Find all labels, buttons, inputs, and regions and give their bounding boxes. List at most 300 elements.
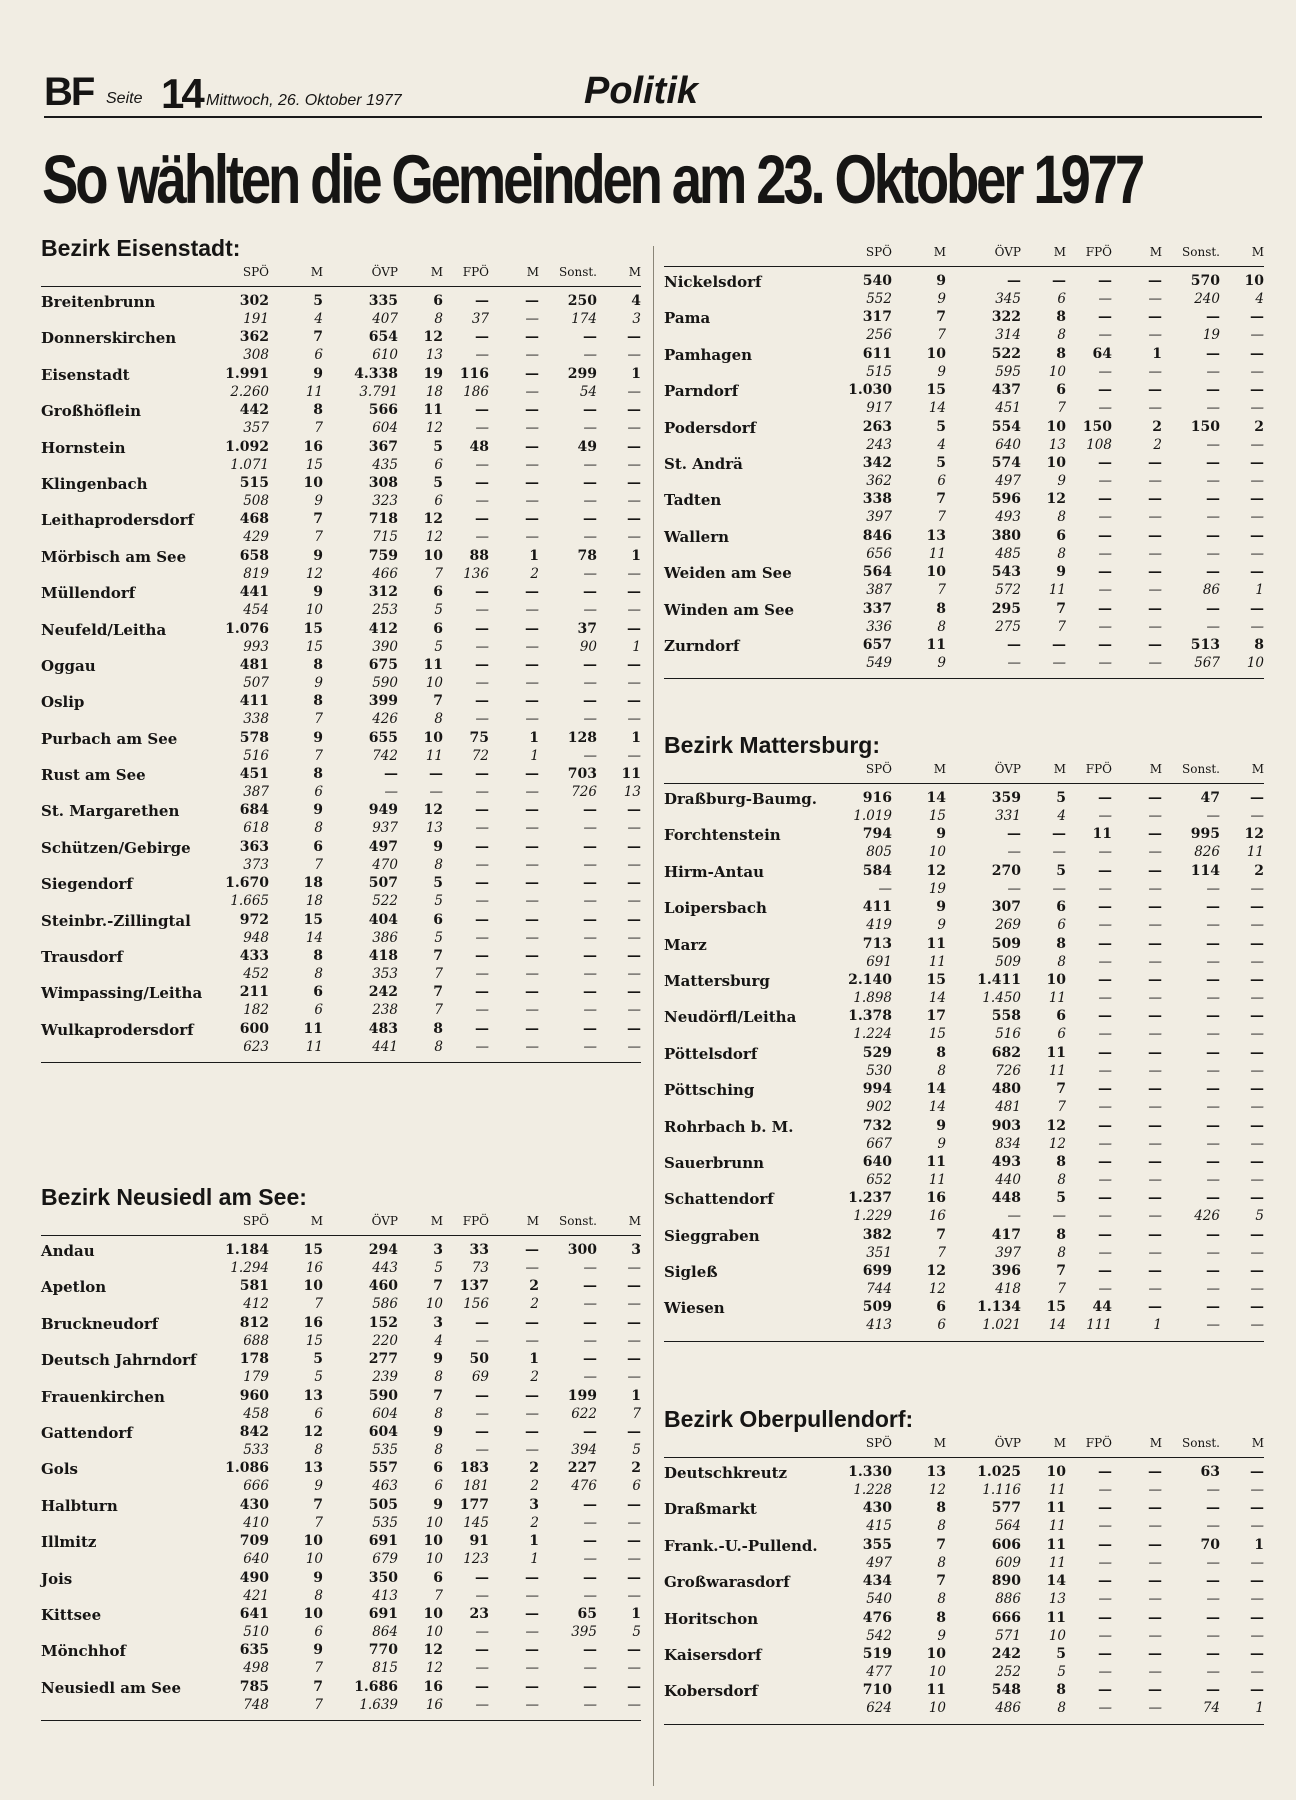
result-previous-spoe-votes: 415 [866, 1518, 892, 1535]
column-header-row [41, 1212, 641, 1236]
result-1977-oevp-seats: 6 [433, 620, 443, 637]
municipality-row [664, 1536, 1264, 1572]
result-1977-spoe-votes: 337 [862, 600, 892, 617]
municipality-row [41, 620, 641, 656]
result-1977-spoe-seats: 9 [936, 826, 946, 843]
result-previous-fpoe-votes: — [475, 1660, 489, 1677]
municipality-name: Schattendorf [664, 1190, 774, 1209]
result-previous-spoe-votes: 412 [243, 1296, 269, 1313]
result-1977-other-votes: 128 [567, 729, 597, 746]
col-mandate: M [310, 1214, 323, 1228]
result-previous-fpoe-seats: 2 [530, 565, 539, 582]
district-title: Bezirk Mattersburg: [664, 732, 880, 758]
result-previous-fpoe-seats: 2 [530, 1369, 539, 1386]
result-1977-other-votes: — [583, 656, 597, 673]
municipality-name: Pamhagen [664, 345, 753, 364]
result-previous-other-seats: — [627, 1696, 641, 1713]
result-1977-other-votes: 299 [567, 365, 597, 382]
result-previous-spoe-seats: 12 [305, 565, 323, 582]
result-1977-fpoe-votes: 11 [1092, 826, 1112, 843]
result-previous-oevp-seats: — [1052, 654, 1066, 671]
municipality-name: Gattendorf [41, 1423, 133, 1442]
result-previous-spoe-votes: 656 [866, 545, 892, 562]
result-1977-spoe-seats: 13 [303, 1460, 323, 1477]
municipality-row [41, 1641, 641, 1677]
col-mandate: M [310, 265, 323, 279]
result-previous-other-votes: — [583, 529, 597, 546]
result-previous-other-seats: 1 [1255, 1700, 1264, 1717]
result-previous-other-seats: — [1250, 1663, 1264, 1680]
result-1977-fpoe-seats: — [525, 438, 539, 455]
result-1977-fpoe-votes: — [1098, 1464, 1112, 1480]
result-1977-oevp-votes: 448 [991, 1190, 1021, 1207]
result-previous-other-seats: — [1250, 618, 1264, 635]
result-1977-fpoe-seats: — [525, 511, 539, 528]
result-previous-other-seats: — [627, 1660, 641, 1677]
municipality-name: Kaisersdorf [664, 1645, 762, 1664]
result-1977-fpoe-seats: 1 [529, 1533, 539, 1550]
result-previous-fpoe-votes: — [1098, 1700, 1112, 1717]
result-previous-oevp-votes: — [1007, 1208, 1021, 1225]
result-previous-oevp-votes: 572 [995, 582, 1021, 599]
result-1977-fpoe-seats: — [1148, 1682, 1162, 1699]
result-1977-oevp-votes: 1.025 [977, 1464, 1021, 1480]
municipality-row [664, 418, 1264, 454]
result-1977-oevp-seats: 7 [433, 693, 443, 710]
result-1977-other-seats: — [1250, 382, 1264, 399]
result-1977-oevp-seats: 12 [423, 329, 443, 346]
result-previous-spoe-seats: 16 [305, 1260, 323, 1276]
result-1977-spoe-votes: 529 [862, 1044, 892, 1061]
result-1977-fpoe-votes: — [475, 584, 489, 601]
municipality-name: Illmitz [41, 1533, 97, 1552]
result-previous-other-seats: — [1250, 472, 1264, 489]
result-previous-spoe-votes: 387 [866, 582, 892, 599]
result-previous-fpoe-seats: — [525, 1696, 539, 1713]
result-1977-other-seats: — [627, 875, 641, 892]
result-previous-spoe-votes: 338 [243, 711, 269, 728]
col-oevp: ÖVP [994, 762, 1021, 776]
result-previous-oevp-seats: 7 [434, 1587, 443, 1604]
result-1977-other-votes: — [1206, 309, 1220, 326]
result-previous-spoe-votes: 748 [243, 1696, 269, 1713]
result-1977-fpoe-votes: — [1098, 1645, 1112, 1662]
result-previous-oevp-seats: 8 [1057, 509, 1066, 526]
result-1977-spoe-votes: 442 [239, 402, 269, 419]
result-1977-oevp-seats: 7 [1056, 600, 1066, 617]
result-1977-oevp-seats: 8 [1056, 1226, 1066, 1243]
result-1977-other-votes: — [1206, 1117, 1220, 1134]
result-1977-fpoe-seats: — [525, 620, 539, 637]
result-1977-fpoe-seats: — [1148, 1081, 1162, 1098]
municipality-row [664, 1044, 1264, 1080]
result-previous-other-votes: — [583, 565, 597, 582]
result-previous-oevp-seats: 8 [1057, 953, 1066, 970]
result-1977-spoe-votes: 846 [862, 527, 892, 544]
result-previous-spoe-votes: 819 [243, 565, 269, 582]
result-1977-fpoe-votes: — [1098, 1117, 1112, 1134]
result-1977-other-seats: — [1250, 454, 1264, 471]
newspaper-logo: BF [44, 70, 94, 114]
result-1977-oevp-seats: 10 [1046, 454, 1066, 471]
result-previous-fpoe-votes: — [475, 347, 489, 364]
result-1977-fpoe-votes: — [475, 984, 489, 1001]
municipality-row [41, 656, 641, 692]
result-previous-other-seats: — [627, 383, 641, 400]
result-previous-other-seats: — [627, 1514, 641, 1531]
result-1977-fpoe-seats: 1 [1152, 345, 1162, 362]
result-previous-other-votes: — [1206, 472, 1220, 489]
municipality-name: Rohrbach b. M. [664, 1117, 794, 1136]
result-previous-fpoe-votes: — [1098, 363, 1112, 380]
result-previous-fpoe-seats: — [1148, 917, 1162, 934]
result-previous-other-votes: — [583, 1038, 597, 1055]
result-previous-spoe-votes: 624 [866, 1700, 892, 1717]
result-previous-spoe-seats: 14 [928, 989, 946, 1006]
result-1977-other-votes: 570 [1190, 273, 1220, 289]
result-previous-spoe-seats: 8 [937, 1554, 946, 1571]
column-header-row [664, 243, 1264, 267]
municipality-name: Pöttsching [664, 1081, 755, 1100]
result-previous-oevp-votes: 314 [995, 327, 1021, 344]
result-previous-spoe-votes: 652 [866, 1171, 892, 1188]
result-previous-oevp-seats: 8 [1057, 1700, 1066, 1717]
result-1977-fpoe-votes: — [475, 875, 489, 892]
result-1977-oevp-seats: 19 [423, 365, 443, 382]
result-previous-spoe-votes: 666 [243, 1478, 269, 1495]
result-previous-other-votes: — [1206, 1518, 1220, 1535]
municipality-row [664, 1681, 1264, 1717]
result-previous-oevp-votes: 815 [372, 1660, 398, 1677]
result-previous-oevp-seats: — [1052, 844, 1066, 861]
result-1977-other-seats: 3 [631, 1242, 641, 1258]
municipality-name: Donnerskirchen [41, 329, 177, 348]
result-previous-spoe-seats: 7 [314, 1296, 323, 1313]
result-1977-fpoe-seats: — [525, 984, 539, 1001]
result-previous-other-seats: 13 [623, 784, 641, 801]
result-previous-other-seats: — [1250, 509, 1264, 526]
result-previous-oevp-seats: 8 [1057, 1171, 1066, 1188]
result-1977-other-seats: — [1250, 527, 1264, 544]
result-1977-spoe-votes: 684 [239, 802, 269, 819]
result-previous-oevp-votes: 864 [372, 1623, 398, 1640]
district-title: Bezirk Oberpullendorf: [664, 1406, 914, 1432]
result-previous-fpoe-seats: — [1148, 472, 1162, 489]
result-1977-other-votes: — [1206, 454, 1220, 471]
result-1977-oevp-seats: 6 [433, 293, 443, 309]
municipality-row [664, 825, 1264, 861]
result-1977-fpoe-seats: — [1148, 636, 1162, 653]
result-previous-other-seats: — [1250, 327, 1264, 344]
result-previous-oevp-seats: 5 [434, 929, 443, 946]
result-previous-other-seats: — [1250, 1026, 1264, 1043]
municipality-row [41, 1314, 641, 1350]
result-1977-fpoe-seats: — [1148, 899, 1162, 916]
result-1977-other-votes: — [583, 1314, 597, 1331]
municipality-name: St. Andrä [664, 454, 743, 473]
result-1977-oevp-seats: 5 [433, 474, 443, 491]
result-previous-other-votes: — [583, 856, 597, 873]
result-previous-fpoe-seats: — [1148, 1135, 1162, 1152]
result-previous-fpoe-votes: — [1098, 1062, 1112, 1079]
result-previous-oevp-seats: 8 [434, 1441, 443, 1458]
column-header-row [41, 263, 641, 287]
result-1977-fpoe-votes: — [475, 511, 489, 528]
result-1977-other-seats: — [627, 1533, 641, 1550]
municipality-name: Zurndorf [664, 636, 740, 655]
municipality-name: Neudörfl/Leitha [664, 1008, 797, 1027]
result-previous-fpoe-votes: — [1098, 327, 1112, 344]
result-previous-spoe-seats: 7 [314, 420, 323, 437]
result-previous-oevp-seats: 7 [434, 966, 443, 983]
result-previous-fpoe-seats: — [525, 638, 539, 655]
result-1977-other-seats: 1 [631, 1387, 641, 1404]
result-1977-oevp-seats: 6 [1056, 899, 1066, 916]
municipality-row [664, 1007, 1264, 1043]
municipality-name: Oslip [41, 693, 85, 712]
municipality-name: Breitenbrunn [41, 293, 156, 311]
result-1977-fpoe-votes: — [1098, 971, 1112, 988]
result-previous-oevp-votes: 535 [372, 1514, 398, 1531]
result-1977-fpoe-seats: — [525, 1605, 539, 1622]
result-1977-oevp-votes: — [1007, 826, 1021, 843]
result-1977-other-seats: — [627, 802, 641, 819]
result-previous-spoe-votes: 530 [866, 1062, 892, 1079]
result-previous-spoe-votes: — [878, 880, 892, 897]
result-previous-other-seats: — [1250, 1518, 1264, 1535]
result-previous-spoe-seats: 11 [928, 1171, 946, 1188]
result-previous-fpoe-votes: — [475, 456, 489, 473]
result-previous-fpoe-votes: 37 [471, 311, 489, 327]
result-1977-other-votes: 78 [577, 547, 597, 564]
result-1977-fpoe-seats: — [1148, 826, 1162, 843]
result-1977-fpoe-seats: — [525, 766, 539, 783]
municipality-row [41, 1350, 641, 1386]
col-spoe: SPÖ [865, 762, 892, 776]
col-mandate: M [628, 265, 641, 279]
result-1977-oevp-seats: 14 [1046, 1573, 1066, 1590]
result-1977-fpoe-votes: — [1098, 1609, 1112, 1626]
municipality-row [41, 474, 641, 510]
result-previous-oevp-votes: 331 [995, 808, 1021, 824]
result-1977-other-votes: 114 [1190, 862, 1220, 879]
result-1977-oevp-seats: 8 [1056, 935, 1066, 952]
result-1977-other-seats: — [627, 1642, 641, 1659]
result-previous-other-seats: 4 [1255, 291, 1264, 307]
result-previous-fpoe-votes: — [1098, 1281, 1112, 1298]
result-1977-spoe-seats: 5 [313, 1351, 323, 1368]
result-previous-oevp-seats: 12 [425, 1660, 443, 1677]
result-1977-spoe-seats: 9 [936, 899, 946, 916]
municipality-name: Mörbisch am See [41, 547, 187, 566]
result-previous-oevp-votes: 610 [372, 347, 398, 364]
result-previous-fpoe-seats: 1 [1153, 1317, 1162, 1334]
municipality-row [664, 636, 1264, 672]
result-1977-oevp-votes: 577 [991, 1500, 1021, 1517]
result-1977-oevp-votes: 396 [991, 1263, 1021, 1280]
col-mandate: M [1149, 245, 1162, 259]
result-1977-oevp-seats: 5 [433, 438, 443, 455]
result-1977-fpoe-seats: 2 [529, 1460, 539, 1477]
result-1977-oevp-votes: 1.686 [354, 1678, 398, 1695]
result-1977-other-seats: 1 [631, 1605, 641, 1622]
result-previous-fpoe-seats: — [525, 492, 539, 509]
result-previous-oevp-seats: 8 [1057, 327, 1066, 344]
result-previous-fpoe-seats: — [1148, 400, 1162, 417]
result-1977-oevp-seats: 6 [1056, 527, 1066, 544]
result-1977-fpoe-votes: 75 [469, 729, 489, 746]
result-1977-oevp-votes: 295 [991, 600, 1021, 617]
result-previous-oevp-seats: 7 [434, 565, 443, 582]
result-previous-other-seats: — [627, 1369, 641, 1386]
result-1977-fpoe-seats: — [1148, 1008, 1162, 1025]
result-previous-spoe-seats: 14 [305, 929, 323, 946]
result-1977-fpoe-seats: — [1148, 1500, 1162, 1517]
result-previous-other-votes: 622 [571, 1405, 597, 1422]
result-previous-fpoe-votes: 72 [471, 747, 489, 764]
result-previous-oevp-votes: 451 [995, 400, 1021, 417]
result-previous-other-votes: — [583, 711, 597, 728]
result-previous-oevp-seats: 6 [1057, 1026, 1066, 1043]
result-1977-oevp-seats: 7 [433, 1278, 443, 1295]
municipality-row [41, 838, 641, 874]
result-1977-fpoe-votes: — [475, 1423, 489, 1440]
municipality-row [664, 898, 1264, 934]
result-1977-oevp-votes: 460 [368, 1278, 398, 1295]
result-previous-fpoe-seats: — [1148, 953, 1162, 970]
municipality-name: Mattersburg [664, 971, 770, 990]
municipality-row [41, 1532, 641, 1568]
result-1977-oevp-seats: 6 [1056, 1008, 1066, 1025]
result-previous-oevp-votes: 220 [372, 1332, 398, 1349]
result-previous-other-votes: — [1206, 1317, 1220, 1334]
result-1977-spoe-votes: 994 [862, 1081, 892, 1098]
result-previous-other-seats: 10 [1246, 654, 1264, 671]
result-1977-other-votes: — [583, 693, 597, 710]
result-previous-oevp-votes: 571 [995, 1627, 1021, 1644]
result-1977-other-votes: 37 [577, 620, 597, 637]
municipality-row [41, 801, 641, 837]
result-1977-other-votes: — [1206, 564, 1220, 581]
result-1977-spoe-seats: 10 [926, 345, 946, 362]
col-mandate: M [933, 762, 946, 776]
result-previous-oevp-votes: 269 [995, 917, 1021, 934]
result-1977-spoe-seats: 14 [926, 1081, 946, 1098]
result-1977-spoe-seats: 9 [313, 1642, 323, 1659]
result-1977-other-seats: — [1250, 1190, 1264, 1207]
result-1977-fpoe-seats: — [1148, 309, 1162, 326]
result-previous-oevp-seats: 8 [434, 1405, 443, 1422]
result-1977-fpoe-seats: — [1148, 1117, 1162, 1134]
result-1977-spoe-seats: 11 [926, 1682, 946, 1699]
result-1977-spoe-seats: 9 [936, 1117, 946, 1134]
result-previous-spoe-votes: 744 [866, 1281, 892, 1298]
result-previous-fpoe-votes: — [1098, 808, 1112, 824]
result-previous-spoe-seats: 4 [314, 311, 323, 327]
result-previous-oevp-seats: 6 [434, 456, 443, 473]
result-previous-spoe-seats: 15 [928, 808, 946, 824]
result-1977-spoe-seats: 7 [313, 511, 323, 528]
result-previous-oevp-votes: 1.116 [982, 1482, 1021, 1498]
result-previous-oevp-seats: 13 [425, 347, 443, 364]
col-oevp: ÖVP [371, 1214, 398, 1228]
result-previous-oevp-votes: 441 [372, 1038, 398, 1055]
result-1977-oevp-seats: 9 [1056, 564, 1066, 581]
result-previous-spoe-seats: 9 [314, 674, 323, 691]
result-1977-spoe-seats: 7 [936, 1226, 946, 1243]
result-previous-oevp-seats: 10 [1048, 363, 1066, 380]
result-previous-oevp-seats: 5 [434, 893, 443, 910]
result-previous-fpoe-votes: — [475, 820, 489, 837]
municipality-name: Pöttelsdorf [664, 1044, 758, 1063]
municipality-name: Halbturn [41, 1496, 118, 1515]
result-1977-oevp-seats: 3 [433, 1242, 443, 1258]
result-1977-oevp-seats: 7 [1056, 1263, 1066, 1280]
municipality-name: Apetlon [41, 1278, 107, 1297]
result-previous-fpoe-votes: — [1098, 1554, 1112, 1571]
result-1977-fpoe-votes: — [1098, 273, 1112, 289]
result-previous-spoe-seats: 10 [305, 602, 323, 619]
result-previous-fpoe-votes: 136 [463, 565, 489, 582]
result-1977-oevp-votes: 596 [991, 491, 1021, 508]
result-1977-spoe-votes: 1.237 [848, 1190, 892, 1207]
result-previous-oevp-votes: 604 [372, 420, 398, 437]
result-1977-fpoe-seats: 1 [529, 729, 539, 746]
result-previous-fpoe-seats: — [1148, 1281, 1162, 1298]
municipality-name: Marz [664, 935, 707, 954]
result-previous-spoe-votes: 805 [866, 844, 892, 861]
result-previous-fpoe-votes: — [475, 784, 489, 801]
municipality-row [664, 1080, 1264, 1116]
col-mandate: M [430, 1214, 443, 1228]
result-1977-other-seats: 1 [631, 547, 641, 564]
result-1977-other-seats: — [1250, 309, 1264, 326]
result-previous-spoe-seats: 9 [937, 1627, 946, 1644]
result-previous-spoe-seats: 7 [314, 856, 323, 873]
district-neusiedl [41, 1182, 641, 1721]
result-1977-fpoe-votes: — [1098, 454, 1112, 471]
result-previous-spoe-votes: 993 [243, 638, 269, 655]
result-previous-spoe-seats: 8 [937, 1062, 946, 1079]
result-1977-oevp-votes: 522 [991, 345, 1021, 362]
result-1977-spoe-votes: 709 [239, 1533, 269, 1550]
result-previous-other-votes: — [583, 1514, 597, 1531]
result-1977-fpoe-votes: — [475, 1642, 489, 1659]
result-1977-fpoe-votes: — [1098, 1500, 1112, 1517]
result-1977-other-votes: — [583, 1020, 597, 1037]
result-1977-fpoe-votes: — [1098, 600, 1112, 617]
result-previous-fpoe-votes: — [475, 529, 489, 546]
result-1977-oevp-votes: 493 [991, 1153, 1021, 1170]
result-previous-other-seats: — [627, 1038, 641, 1055]
result-1977-other-votes: 150 [1190, 418, 1220, 435]
result-previous-spoe-votes: 191 [243, 311, 269, 327]
result-1977-fpoe-votes: — [475, 838, 489, 855]
result-1977-fpoe-seats: — [525, 693, 539, 710]
result-1977-other-votes: — [583, 838, 597, 855]
municipality-row [664, 527, 1264, 563]
result-previous-other-votes: — [1206, 953, 1220, 970]
result-previous-fpoe-votes: — [475, 1002, 489, 1019]
result-previous-spoe-votes: 454 [243, 602, 269, 619]
result-1977-fpoe-votes: — [475, 474, 489, 491]
result-previous-other-seats: — [1250, 1244, 1264, 1261]
result-1977-oevp-votes: 655 [368, 729, 398, 746]
result-1977-spoe-votes: 411 [862, 899, 892, 916]
result-1977-other-seats: — [1250, 971, 1264, 988]
result-previous-oevp-seats: 8 [1057, 545, 1066, 562]
table-end-rule [664, 1724, 1264, 1725]
